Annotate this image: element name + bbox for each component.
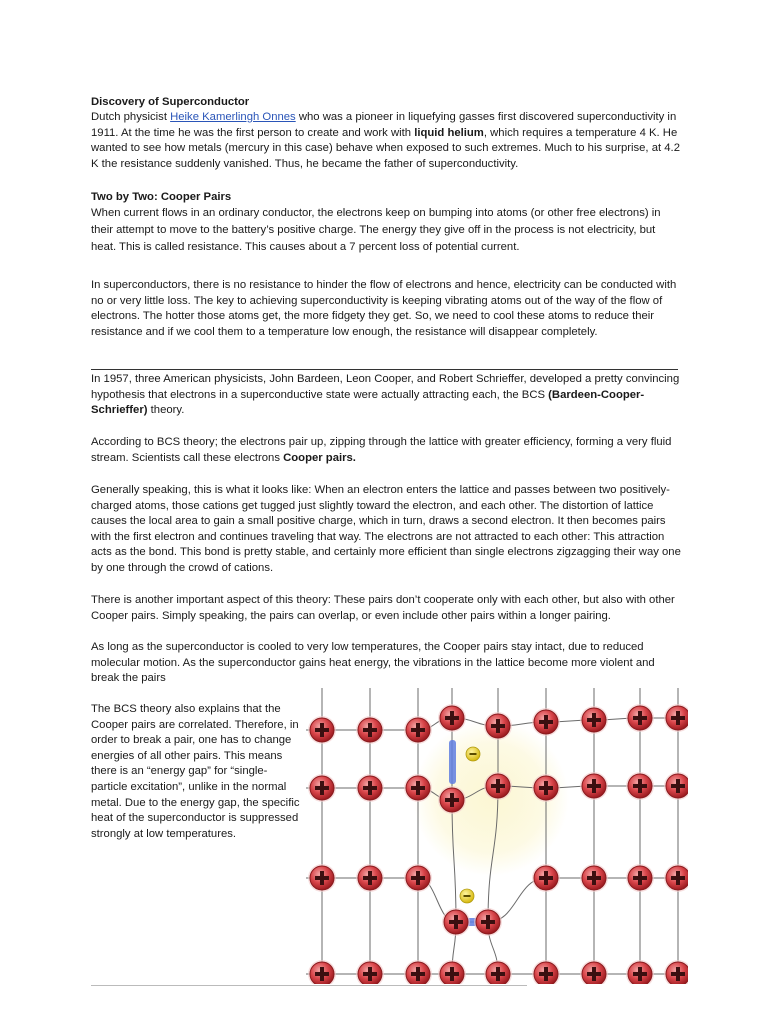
positive-ion (532, 708, 560, 736)
positive-ion (580, 960, 608, 984)
discovery-text-3: , which requires a temperature 4 K. He wanted to see how metals (mercury in this case) behave when exposed to such extremes. Much to his surprise, at 4.2 K the resistance suddenly vanished. Thus, he became the father of superconductivity. (91, 126, 680, 170)
positive-ion (532, 774, 560, 802)
positive-ion (580, 864, 608, 892)
positive-ion (308, 864, 336, 892)
positive-ion (474, 908, 502, 936)
bcs-text-2: theory. (147, 404, 185, 417)
paragraph-lattice: Generally speaking, this is what it looks like: When an electron enters the lattice and passes between two positively-charged atoms, those cations get tugged just slightly toward the electron, and each other. The distortion of lattice causes the local area to gain a small positive charge, which in turn, draws a second electron. It then becomes pairs with the first electron and continues traveling that way. The electrons are not attracted to each other: This attraction acts as the bond. This bond is pretty stable, and certainly more efficient than single electrons zigzagging their way one by one through the crowd of cations. (91, 484, 681, 574)
positive-ion (404, 716, 432, 744)
cooper-pairs-bold: Cooper pairs. (283, 451, 356, 464)
cooper-pair-lattice-figure (306, 688, 688, 984)
positive-ion (404, 774, 432, 802)
positive-ion (532, 960, 560, 984)
paragraph-bcs-theory (91, 435, 681, 466)
positive-ion (626, 772, 654, 800)
positive-ion (356, 716, 384, 744)
paragraph-bcs-history (91, 372, 681, 419)
heading-cooper-pairs: Two by Two: Cooper Pairs (91, 191, 232, 203)
positive-ion (404, 864, 432, 892)
positive-ion (664, 864, 688, 892)
positive-ion (664, 960, 688, 984)
positive-ion (626, 704, 654, 732)
positive-ion (664, 704, 688, 732)
positive-ion (626, 960, 654, 984)
positive-ion (484, 712, 512, 740)
positive-ion (664, 772, 688, 800)
paragraph-cooling: As long as the superconductor is cooled to very low temperatures, the Cooper pairs stay intact, due to reduced molecular motion. As the superconductor gains heat energy, the vibrations in the lattice become more violent and break the pairs (91, 641, 655, 685)
paragraph-energy-gap: The BCS theory also explains that the Cooper pairs are correlated. Therefore, in order to break a pair, one has to change energies of all other pairs. This means there is an “energy gap” for “single-particle excitation”, unlike in the normal metal. Due to the energy gap, the specific heat of the superconductor is suppressed strongly at low temperatures. (91, 703, 300, 840)
electron (460, 889, 474, 903)
heading-discovery: Discovery of Superconductor (91, 96, 250, 108)
positive-ion (442, 908, 470, 936)
positive-ion (356, 864, 384, 892)
bcs-name-bold: (Bardeen-Cooper-Schrieffer) (91, 388, 645, 417)
positive-ion (308, 716, 336, 744)
lattice-distortion-bond (449, 740, 456, 784)
electron (466, 747, 480, 761)
positive-ion (532, 864, 560, 892)
bcs-theory-text: According to BCS theory; the electrons pair up, zipping through the lattice with greater efficiency, forming a very fluid stream. Scientists call these electrons (91, 436, 672, 464)
paragraph-superconductors: In superconductors, there is no resistance to hinder the flow of electrons and hence, electricity can be conducted with no or very little loss. The key to achieving superconductivity is keeping vibrating atoms out of the way of the flow of electrons. The hotter those atoms get, the more fidgety they get. So, we need to cool these atoms to reduce their resistance and if we cool them to a temperature low enough, the resistance will disappear completely. (91, 279, 677, 338)
section-divider (91, 369, 678, 370)
positive-ion (404, 960, 432, 984)
paragraph-overlap: There is another important aspect of this theory: These pairs don’t cooperate only with each other, but also with other Cooper pairs. Simply speaking, the pairs can overlap, or even include other pairs within a longer pairing. (91, 594, 675, 622)
discovery-text-1: Dutch physicist (91, 111, 171, 123)
positive-ion (626, 864, 654, 892)
footer-rule (91, 985, 527, 986)
positive-ion (438, 960, 466, 984)
positive-ion (580, 706, 608, 734)
positive-ion (308, 960, 336, 984)
positive-ion (580, 772, 608, 800)
positive-ion (484, 772, 512, 800)
paragraph-discovery (91, 110, 681, 172)
paragraph-resistance: When current flows in an ordinary conductor, the electrons keep on bumping into atoms (or other free electrons) in their attempt to move to the battery’s positive charge. The energy they give off in the process is not electricity, but heat. This is called resistance. This causes about a 7 percent loss of potential current. (91, 207, 661, 254)
liquid-helium-bold: liquid helium (414, 126, 484, 139)
positive-ion (484, 960, 512, 984)
discovery-text-2: who was a pioneer in liquefying gasses first discovered superconductivity in 1911. At the time he was the first person to create and work with (91, 111, 677, 139)
onnes-link[interactable]: Heike Kamerlingh Onnes (170, 111, 296, 123)
positive-ion (356, 774, 384, 802)
positive-ion (308, 774, 336, 802)
positive-ion (438, 786, 466, 814)
bcs-text-1: In 1957, three American physicists, John Bardeen, Leon Cooper, and Robert Schrieffer, developed a pretty convincing hypothesis that electrons in a superconductive state were actually attracting each, the BCS (91, 373, 680, 401)
positive-ion (356, 960, 384, 984)
positive-ion (438, 704, 466, 732)
